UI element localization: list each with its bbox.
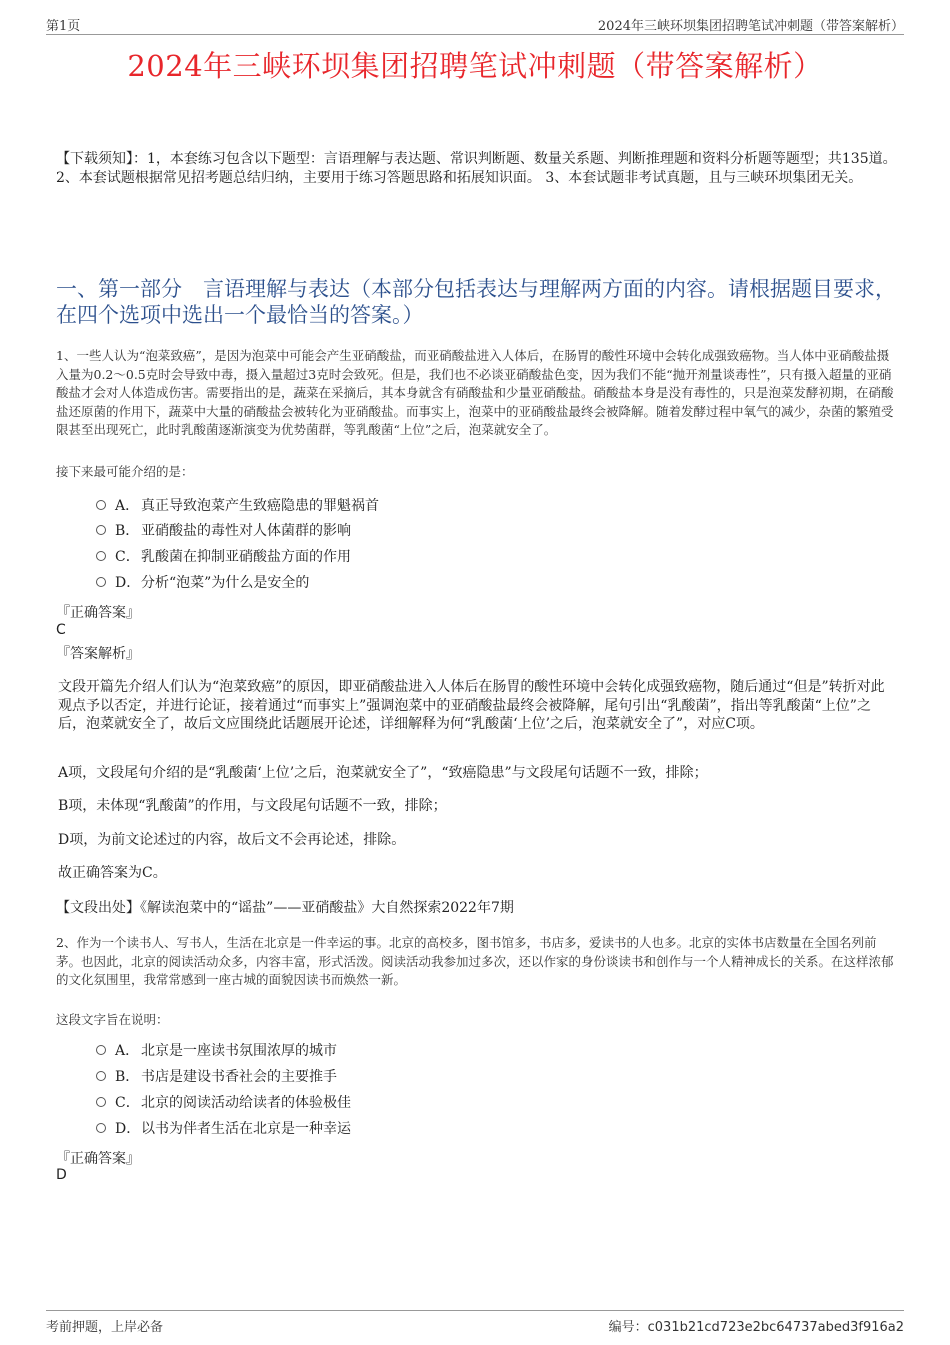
- option-text: 北京是一座读书氛围浓厚的城市: [141, 1043, 337, 1059]
- option-text: 真正导致泡菜产生致癌隐患的罪魁祸首: [141, 498, 379, 514]
- q2-answer: D: [56, 1167, 67, 1183]
- section-title: 一、第一部分 言语理解与表达（本部分包括表达与理解两方面的内容。请根据题目要求，在四个选项中选出一个最恰当的答案。）: [56, 277, 896, 327]
- option-text: 以书为伴者生活在北京是一种幸运: [141, 1121, 351, 1137]
- q2-option-a[interactable]: [96, 1041, 337, 1061]
- option-text: 亚硝酸盐的毒性对人体菌群的影响: [141, 523, 351, 539]
- code-label: 编号：: [608, 1320, 648, 1335]
- option-key: D．: [115, 1121, 141, 1137]
- radio-icon[interactable]: [96, 577, 106, 587]
- option-key: C．: [115, 549, 140, 565]
- option-key: A．: [115, 1043, 140, 1059]
- q1-answer: C: [56, 622, 66, 638]
- q2-option-d[interactable]: [96, 1119, 351, 1139]
- radio-icon[interactable]: [96, 500, 106, 510]
- download-notice: 【下载须知】：1，本套练习包含以下题型：言语理解与表达题、常识判断题、数量关系题、判断推理题和资料分析题等题型；共135道。 2、本套试题根据常见招考题总结归纳，主要用于练习答题思路和拓展知识面。 3、本套试题非考试真题，且与三峡环坝集团无关。: [56, 151, 897, 186]
- q1-analysis-main: 文段开篇先介绍人们认为“泡菜致癌”的原因，即亚硝酸盐进入人体后在肠胃的酸性环境中会转化成强致癌物，随后通过“但是”转折对此观点予以否定，并进行论证，接着通过“而事实上”强调泡菜中的亚硝酸盐最终会被降解，尾句引出“乳酸菌”，指出等乳酸菌“上位”之后，泡菜就安全了，故后文应围绕此话题展开论述，详细解释为何“乳酸菌‘上位’之后，泡菜就安全了”，对应C项。: [58, 679, 885, 732]
- page-header: [46, 14, 904, 35]
- footer-code: [609, 1316, 904, 1335]
- radio-icon[interactable]: [96, 551, 106, 561]
- footer-slogan: 考前押题，上岸必备: [46, 1320, 164, 1335]
- radio-icon[interactable]: [96, 525, 106, 535]
- q2-answer-label: 『正确答案』: [56, 1151, 140, 1167]
- q1-option-a[interactable]: [96, 496, 379, 516]
- page-footer: [46, 1310, 904, 1335]
- radio-icon[interactable]: [96, 1071, 106, 1081]
- q1-option-d[interactable]: [96, 573, 309, 593]
- option-key: D．: [115, 575, 141, 591]
- q1-prompt: 接下来最可能介绍的是：: [56, 464, 194, 479]
- option-text: 北京的阅读活动给读者的体验极佳: [141, 1095, 351, 1111]
- q1-passage: 1、一些人认为“泡菜致癌”，是因为泡菜中可能会产生亚硝酸盐，而亚硝酸盐进入人体后，在肠胃的酸性环境中会转化成强致癌物。当人体中亚硝酸盐摄入量为0.2～0.5克时会导致中毒，摄入量超过3克时会致死。但是，我们也不必谈亚硝酸盐色变，因为我们不能“抛开剂量谈毒性”，只有摄入超量的亚硝酸盐才会对人体造成伤害。需要指出的是，蔬菜在采摘后，其本身就含有硝酸盐和少量亚硝酸盐。硝酸盐本身是没有毒性的，只是泡菜发酵初期，在硝酸盐还原菌的作用下，蔬菜中大量的硝酸盐会被转化为亚硝酸盐。而事实上，泡菜中的亚硝酸盐最终会被降解。随着发酵过程中氧气的减少，杂菌的繁殖受限甚至出现死亡，此时乳酸菌逐渐演变为优势菌群，等乳酸菌“上位”之后，泡菜就安全了。: [56, 348, 894, 437]
- option-text: 分析“泡菜”为什么是安全的: [141, 575, 310, 591]
- q1-option-b[interactable]: [96, 521, 351, 541]
- q2-passage: 2、作为一个读书人、写书人，生活在北京是一件幸运的事。北京的高校多，图书馆多，书店多，爱读书的人也多。北京的实体书店数量在全国名列前茅。也因此，北京的阅读活动众多，内容丰富，形式活泼。阅读活动我参加过多次，还以作家的身份谈读书和创作与一个人精神成长的关系。在这样浓郁的文化氛围里，我常常感到一座古城的面貌因读书而焕然一新。: [56, 935, 894, 987]
- q1-analysis-d: D项，为前文论述过的内容，故后文不会再论述，排除。: [58, 832, 406, 848]
- page-title: 2024年三峡环坝集团招聘笔试冲刺题（带答案解析）: [127, 49, 823, 83]
- q1-analysis-label: 『答案解析』: [56, 646, 140, 662]
- q1-option-c[interactable]: [96, 547, 351, 567]
- q1-analysis-conclusion: 故正确答案为C。: [58, 865, 167, 881]
- option-text: 乳酸菌在抑制亚硝酸盐方面的作用: [141, 549, 351, 565]
- code-value: c031b21cd723e2bc64737abed3f916a2: [647, 1320, 904, 1335]
- radio-icon[interactable]: [96, 1123, 106, 1133]
- q1-analysis-a: A项，文段尾句介绍的是“乳酸菌‘上位’之后，泡菜就安全了”，“致癌隐患”与文段尾句话题不一致，排除；: [58, 765, 708, 781]
- radio-icon[interactable]: [96, 1045, 106, 1055]
- option-key: B．: [115, 1069, 140, 1085]
- q2-prompt: 这段文字旨在说明：: [56, 1012, 169, 1027]
- page-number: 第1页: [46, 19, 81, 34]
- option-key: B．: [115, 523, 140, 539]
- option-key: A．: [115, 498, 140, 514]
- q2-option-b[interactable]: [96, 1067, 337, 1087]
- header-doc-title: 2024年三峡环坝集团招聘笔试冲刺题（带答案解析）: [597, 19, 904, 34]
- q2-option-c[interactable]: [96, 1093, 351, 1113]
- radio-icon[interactable]: [96, 1097, 106, 1107]
- option-text: 书店是建设书香社会的主要推手: [141, 1069, 337, 1085]
- q1-answer-label: 『正确答案』: [56, 605, 140, 621]
- q1-analysis-b: B项，未体现“乳酸菌”的作用，与文段尾句话题不一致，排除；: [58, 798, 447, 814]
- option-key: C．: [115, 1095, 140, 1111]
- q1-source: 【文段出处】《解读泡菜中的“谣盐”——亚硝酸盐》大自然探索2022年7期: [56, 900, 514, 916]
